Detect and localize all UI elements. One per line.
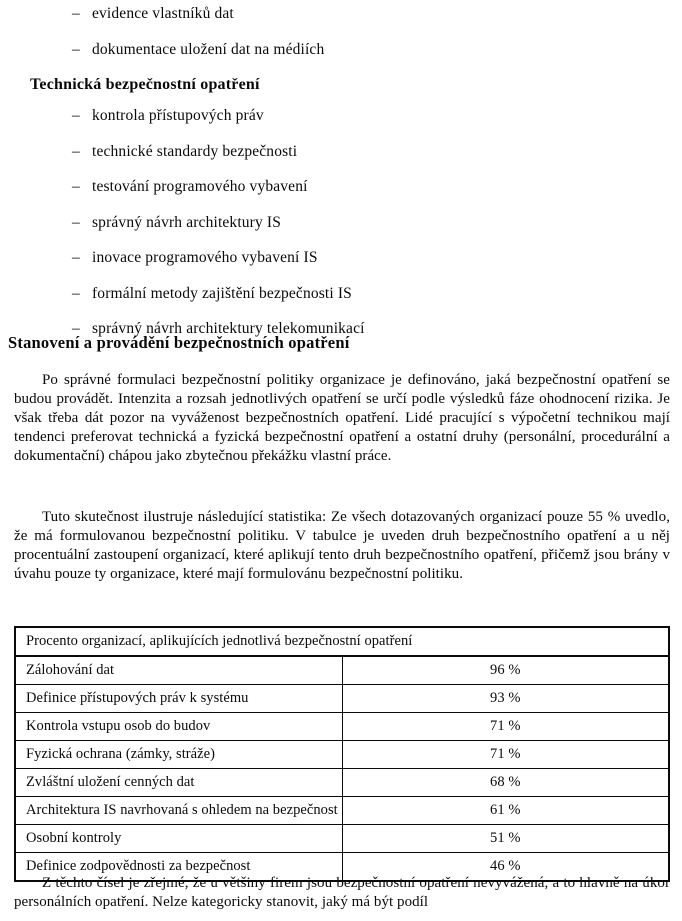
measure-cell: Architektura IS navrhovaná s ohledem na bezpečnost [15,797,342,825]
dash-bullet-icon: – [72,178,80,195]
section-heading-block [0,333,682,353]
top-bullet-list-block [0,6,682,77]
technical-measures-heading: Technická bezpečnostní opatření [30,76,260,93]
list-item-label: testování programového vybavení [92,178,308,195]
measure-cell: Definice přístupových práv k systému [15,685,342,713]
body-paragraph: Z těchto čísel je zřejmé, že u většiny firem jsou bezpečnostní opatření nevyvážená, a to hlavně na úkor personálních opatření. Nelze kategoricky stanovit, jaký má být podíl [14,875,670,911]
table-row [15,769,669,797]
top-bullet-list [0,6,682,57]
list-item [0,286,682,302]
list-item [0,108,682,124]
list-item-label: evidence vlastníků dat [92,5,234,22]
table-row [15,685,669,713]
statistics-table-block [0,626,682,882]
value-cell: 68 % [342,769,669,797]
list-item-label: technické standardy bezpečnosti [92,142,298,160]
list-item [0,42,682,58]
list-item [0,144,682,160]
table-row [15,825,669,853]
list-item-label: správný návrh architektury IS [92,213,282,231]
value-cell: 71 % [342,713,669,741]
body-paragraph: Po správné formulaci bezpečnostní politiky organizace je definováno, jaká bezpečnostní opatření se budou provádět. Intenzita a rozsah jednotlivých opatření se určí podle výsledků fáze ohodnocení rizika. Je však třeba dát pozor na vyváženost bezpečnostních opatření. Lidé pracující s výpočetní technikou mají tendenci preferovat technická a fyzická bezpečnostní opatření a ostatní druhy (personální, procedurální a dokumentační) chápou jako zbytečnou překážku vlastní práce. [14,372,670,465]
technical-bullet-list-block [0,108,682,357]
paragraph-3-block [0,874,682,912]
body-paragraph: Tuto skutečnost ilustruje následující statistika: Ze všech dotazovaných organizací pouze 55 % uvedlo, že má formulovanou bezpečnostní politiku. V tabulce je uveden druh bezpečnostního opatření a u něj procentuální zastoupení organizací, které aplikují tento druh bezpečnostního opatření, přičemž jsou brány v úvahu pouze ty organizace, které mají formulovánu bezpečnostní politiku. [14,509,670,583]
table-row [15,797,669,825]
table-row [15,713,669,741]
paragraph-2-block [0,508,682,584]
list-item-label: kontrola přístupových práv [92,107,264,124]
value-cell: 93 % [342,685,669,713]
measure-cell: Definice zodpovědnosti za bezpečnost [15,853,342,882]
list-item-label: formální metody zajištění bezpečnosti IS [92,284,352,302]
dash-bullet-icon: – [72,142,80,160]
list-item [0,250,682,266]
table-row [15,741,669,769]
measure-cell: Osobní kontroly [15,825,342,853]
dash-bullet-icon: – [72,107,80,124]
dash-bullet-icon: – [72,320,80,337]
table-row [15,656,669,685]
measure-cell: Fyzická ochrana (zámky, stráže) [15,741,342,769]
list-item-label: dokumentace uložení dat na médiích [92,40,325,58]
dash-bullet-icon: – [72,5,80,22]
dash-bullet-icon: – [72,249,80,266]
security-measures-table [14,626,670,882]
list-item [0,6,682,22]
table-caption-cell: Procento organizací, aplikujících jednotlivá bezpečnostní opatření [15,627,669,656]
value-cell: 51 % [342,825,669,853]
value-cell: 96 % [342,656,669,685]
list-item [0,179,682,195]
measure-cell: Kontrola vstupu osob do budov [15,713,342,741]
list-item [0,215,682,231]
measure-cell: Zvláštní uložení cenných dat [15,769,342,797]
list-item-label: inovace programového vybavení IS [92,249,318,266]
value-cell: 61 % [342,797,669,825]
value-cell: 71 % [342,741,669,769]
dash-bullet-icon: – [72,284,80,302]
table-caption-row [15,627,669,656]
measure-cell: Zálohování dat [15,656,342,685]
dash-bullet-icon: – [72,40,80,58]
paragraph-1-block [0,371,682,466]
list-item-label: správný návrh architektury telekomunikací [92,320,365,337]
dash-bullet-icon: – [72,213,80,231]
section-heading: Stanovení a provádění bezpečnostních opatření [8,333,350,352]
value-cell: 46 % [342,853,669,882]
technical-heading-block [0,76,682,94]
technical-bullet-list [0,108,682,337]
